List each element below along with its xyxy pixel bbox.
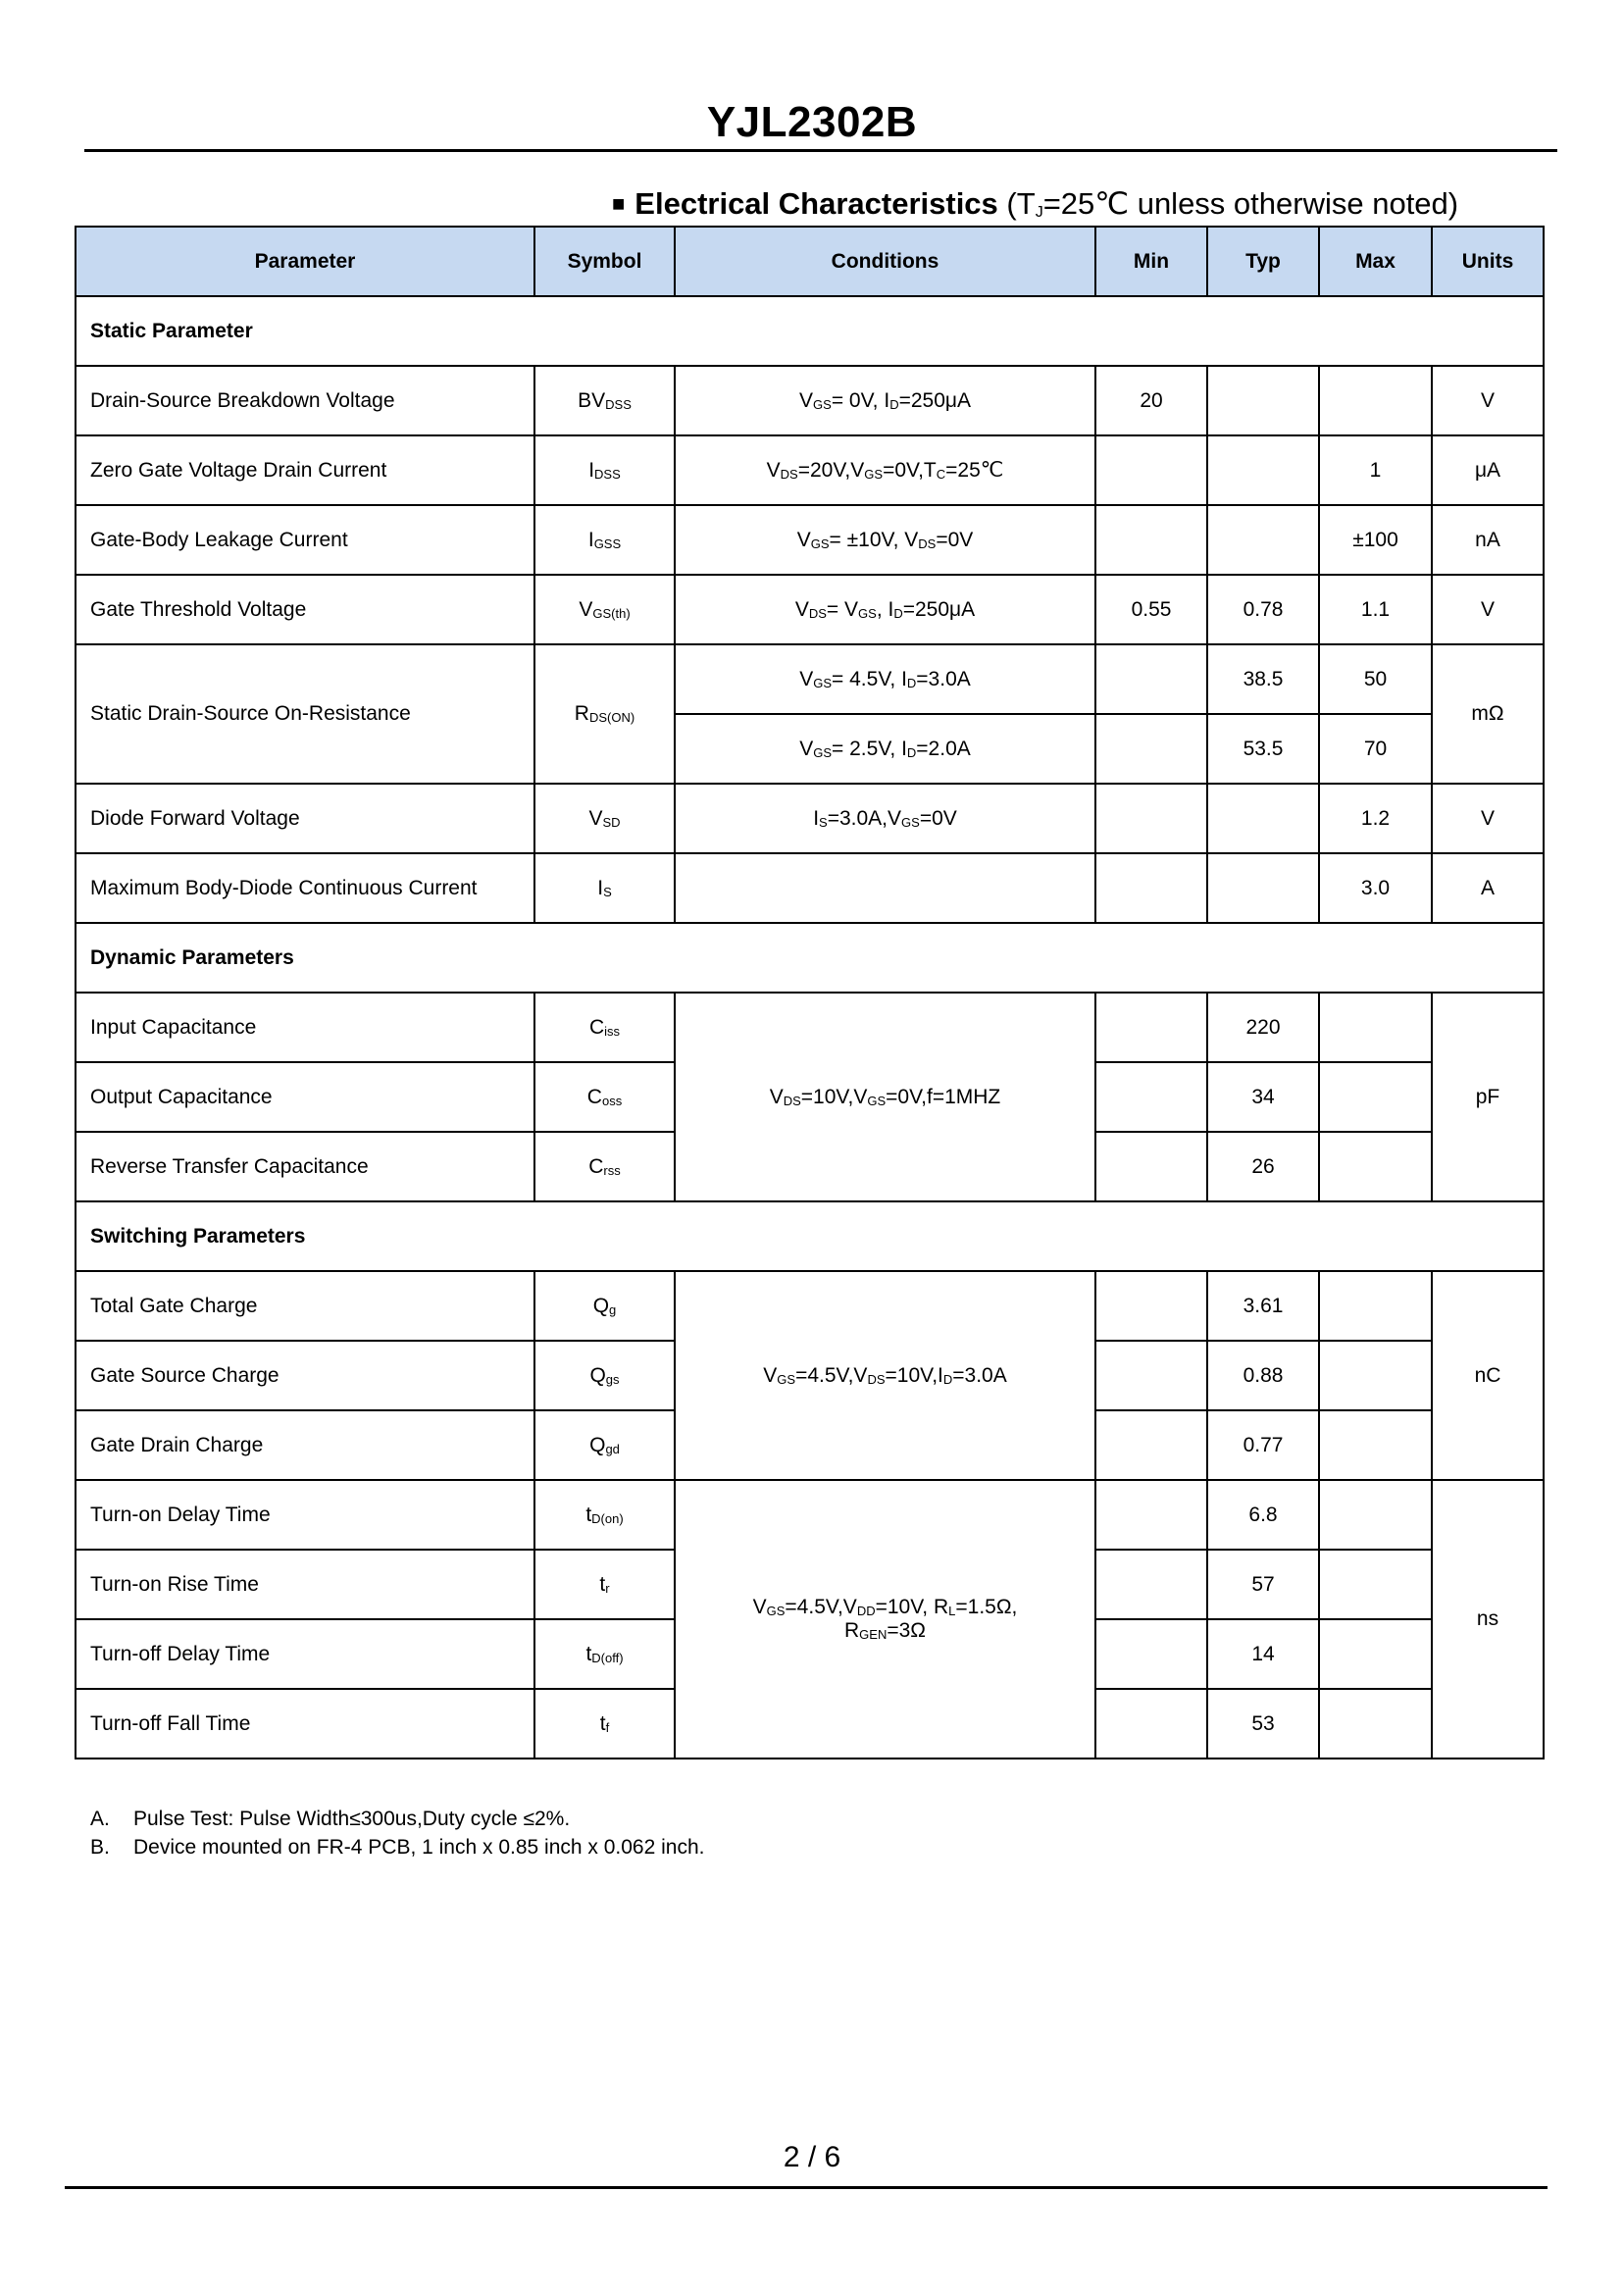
max-cell: 3.0 [1319, 853, 1432, 923]
typ-cell [1207, 505, 1319, 575]
header-symbol: Symbol [534, 227, 675, 296]
condition-cell: $V_{DS}=10V,V_{GS}=0V,f=1MHZ$ [675, 993, 1095, 1201]
param-cell: Gate Threshold Voltage [76, 575, 534, 644]
condition-cell: $V_{GS}=4.5V,V_{DS}=10V,I_D=3.0A$ [675, 1271, 1095, 1480]
condition-cell: $V_{DS}=20V,V_{GS}=0V,T_C=25℃$ [675, 435, 1095, 505]
max-cell [1319, 1062, 1432, 1132]
min-cell [1095, 435, 1207, 505]
param-cell: Zero Gate Voltage Drain Current [76, 435, 534, 505]
param-cell: Diode Forward Voltage [76, 784, 534, 853]
symbol-cell: $t_r$ [534, 1550, 675, 1619]
electrical-characteristics-table [75, 226, 1545, 1759]
max-cell: 70 [1319, 714, 1432, 784]
header-conditions: Conditions [675, 227, 1095, 296]
max-cell [1319, 1341, 1432, 1410]
condition-cell: $V_{GS}= 4.5V$, $I_D=3.0A$ [675, 644, 1095, 714]
min-cell [1095, 1689, 1207, 1759]
footnotes [90, 1805, 704, 1861]
min-cell: 20 [1095, 366, 1207, 435]
typ-cell: 26 [1207, 1132, 1319, 1201]
unit-cell: mΩ [1432, 644, 1544, 784]
param-cell: Gate Drain Charge [76, 1410, 534, 1480]
symbol-cell: $t_{D(on)}$ [534, 1480, 675, 1550]
min-cell [1095, 1132, 1207, 1201]
unit-cell: pF [1432, 993, 1544, 1201]
section-heading [612, 186, 1458, 222]
symbol-cell: $I_S$ [534, 853, 675, 923]
table-row [76, 1480, 1544, 1550]
param-cell: Gate-Body Leakage Current [76, 505, 534, 575]
param-cell: Turn-off Fall Time [76, 1689, 534, 1759]
max-cell: 1.1 [1319, 575, 1432, 644]
min-cell: 0.55 [1095, 575, 1207, 644]
typ-cell: 0.77 [1207, 1410, 1319, 1480]
symbol-cell: $V_{SD}$ [534, 784, 675, 853]
param-cell: Reverse Transfer Capacitance [76, 1132, 534, 1201]
typ-cell: 6.8 [1207, 1480, 1319, 1550]
heading-bold: Electrical Characteristics [634, 186, 998, 221]
table-row [76, 1271, 1544, 1341]
param-cell: Total Gate Charge [76, 1271, 534, 1341]
symbol-cell: $Q_{gs}$ [534, 1341, 675, 1410]
symbol-cell: $I_{DSS}$ [534, 435, 675, 505]
max-cell [1319, 366, 1432, 435]
param-cell: Turn-off Delay Time [76, 1619, 534, 1689]
header-min: Min [1095, 227, 1207, 296]
table-row [76, 435, 1544, 505]
unit-cell: ns [1432, 1480, 1544, 1759]
table-row [76, 366, 1544, 435]
symbol-cell: $t_{D(off)}$ [534, 1619, 675, 1689]
symbol-cell: $R_{DS(ON)}$ [534, 644, 675, 784]
typ-cell: 220 [1207, 993, 1319, 1062]
typ-cell [1207, 853, 1319, 923]
symbol-cell: $I_{GSS}$ [534, 505, 675, 575]
section-row [76, 1201, 1544, 1271]
condition-cell: $V_{GS}= \pm 10V$, $V_{DS}=0V$ [675, 505, 1095, 575]
table-row [76, 644, 1544, 714]
min-cell [1095, 853, 1207, 923]
param-cell: Gate Source Charge [76, 1341, 534, 1410]
param-cell: Input Capacitance [76, 993, 534, 1062]
unit-cell: V [1432, 575, 1544, 644]
header-typ: Typ [1207, 227, 1319, 296]
symbol-cell: $V_{GS(th)}$ [534, 575, 675, 644]
min-cell [1095, 714, 1207, 784]
unit-cell: V [1432, 366, 1544, 435]
unit-cell: nC [1432, 1271, 1544, 1480]
unit-cell: nA [1432, 505, 1544, 575]
table-row [76, 505, 1544, 575]
footnote-a: A. Pulse Test: Pulse Width≤300us,Duty cycle ≤2%. [90, 1808, 571, 1830]
condition-cell [675, 853, 1095, 923]
param-cell: Static Drain-Source On-Resistance [76, 644, 534, 784]
typ-cell: 14 [1207, 1619, 1319, 1689]
table-row [76, 784, 1544, 853]
symbol-cell: $Q_{gd}$ [534, 1410, 675, 1480]
max-cell [1319, 1480, 1432, 1550]
min-cell [1095, 1410, 1207, 1480]
min-cell [1095, 1619, 1207, 1689]
min-cell [1095, 1341, 1207, 1410]
typ-cell: 0.88 [1207, 1341, 1319, 1410]
min-cell [1095, 505, 1207, 575]
unit-cell: A [1432, 853, 1544, 923]
max-cell [1319, 1550, 1432, 1619]
max-cell [1319, 1410, 1432, 1480]
param-cell: Output Capacitance [76, 1062, 534, 1132]
table-row [76, 575, 1544, 644]
max-cell [1319, 1132, 1432, 1201]
min-cell [1095, 993, 1207, 1062]
min-cell [1095, 644, 1207, 714]
header-units: Units [1432, 227, 1544, 296]
section-dynamic: Dynamic Parameters [76, 923, 1544, 993]
symbol-cell: $Q_g$ [534, 1271, 675, 1341]
typ-cell: 0.78 [1207, 575, 1319, 644]
param-cell: Drain-Source Breakdown Voltage [76, 366, 534, 435]
header-parameter: Parameter [76, 227, 534, 296]
header-rule [84, 149, 1557, 152]
section-row [76, 923, 1544, 993]
typ-cell: 3.61 [1207, 1271, 1319, 1341]
condition-cell: $V_{GS}=4.5V,V_{DD}=10V$, $R_L=1.5\Omega$, $R_{GEN}=3\Omega$ [675, 1480, 1095, 1759]
section-row [76, 296, 1544, 366]
param-cell: Maximum Body-Diode Continuous Current [76, 853, 534, 923]
condition-cell: $V_{GS}= 0V$, $I_D=250\mu A$ [675, 366, 1095, 435]
max-cell: 50 [1319, 644, 1432, 714]
min-cell [1095, 1062, 1207, 1132]
section-switching: Switching Parameters [76, 1201, 1544, 1271]
symbol-cell: $t_f$ [534, 1689, 675, 1759]
footnote-b: B. Device mounted on FR-4 PCB, 1 inch x 0.85 inch x 0.062 inch. [90, 1836, 705, 1859]
typ-cell: 57 [1207, 1550, 1319, 1619]
condition-cell: $V_{DS}= V_{GS}$, $I_D=250\mu A$ [675, 575, 1095, 644]
symbol-cell: $C_{oss}$ [534, 1062, 675, 1132]
footer-rule [65, 2186, 1548, 2189]
min-cell [1095, 1550, 1207, 1619]
max-cell [1319, 1271, 1432, 1341]
symbol-cell: $BV_{DSS}$ [534, 366, 675, 435]
max-cell [1319, 1689, 1432, 1759]
typ-cell: 53 [1207, 1689, 1319, 1759]
max-cell: 1.2 [1319, 784, 1432, 853]
typ-cell: 53.5 [1207, 714, 1319, 784]
max-cell: 1 [1319, 435, 1432, 505]
condition-cell: $I_S=3.0A,V_{GS}=0V$ [675, 784, 1095, 853]
param-cell: Turn-on Delay Time [76, 1480, 534, 1550]
page-number: 2 / 6 [783, 2141, 841, 2173]
max-cell: ±100 [1319, 505, 1432, 575]
max-cell [1319, 993, 1432, 1062]
header-max: Max [1319, 227, 1432, 296]
symbol-cell: $C_{rss}$ [534, 1132, 675, 1201]
param-cell: Turn-on Rise Time [76, 1550, 534, 1619]
square-bullet-icon: ■ [612, 191, 626, 216]
typ-cell [1207, 784, 1319, 853]
table-row [76, 993, 1544, 1062]
condition-cell: $V_{GS}= 2.5V$, $I_D=2.0A$ [675, 714, 1095, 784]
typ-cell: 38.5 [1207, 644, 1319, 714]
typ-cell: 34 [1207, 1062, 1319, 1132]
document-title: YJL2302B [706, 98, 918, 146]
min-cell [1095, 1271, 1207, 1341]
typ-cell [1207, 435, 1319, 505]
section-static: Static Parameter [76, 296, 1544, 366]
heading-condition: ($T_J=25℃$ unless otherwise noted) [1006, 186, 1459, 221]
max-cell [1319, 1619, 1432, 1689]
min-cell [1095, 784, 1207, 853]
table-header-row [76, 227, 1544, 296]
table-row [76, 853, 1544, 923]
typ-cell [1207, 366, 1319, 435]
unit-cell: μA [1432, 435, 1544, 505]
min-cell [1095, 1480, 1207, 1550]
unit-cell: V [1432, 784, 1544, 853]
symbol-cell: $C_{iss}$ [534, 993, 675, 1062]
